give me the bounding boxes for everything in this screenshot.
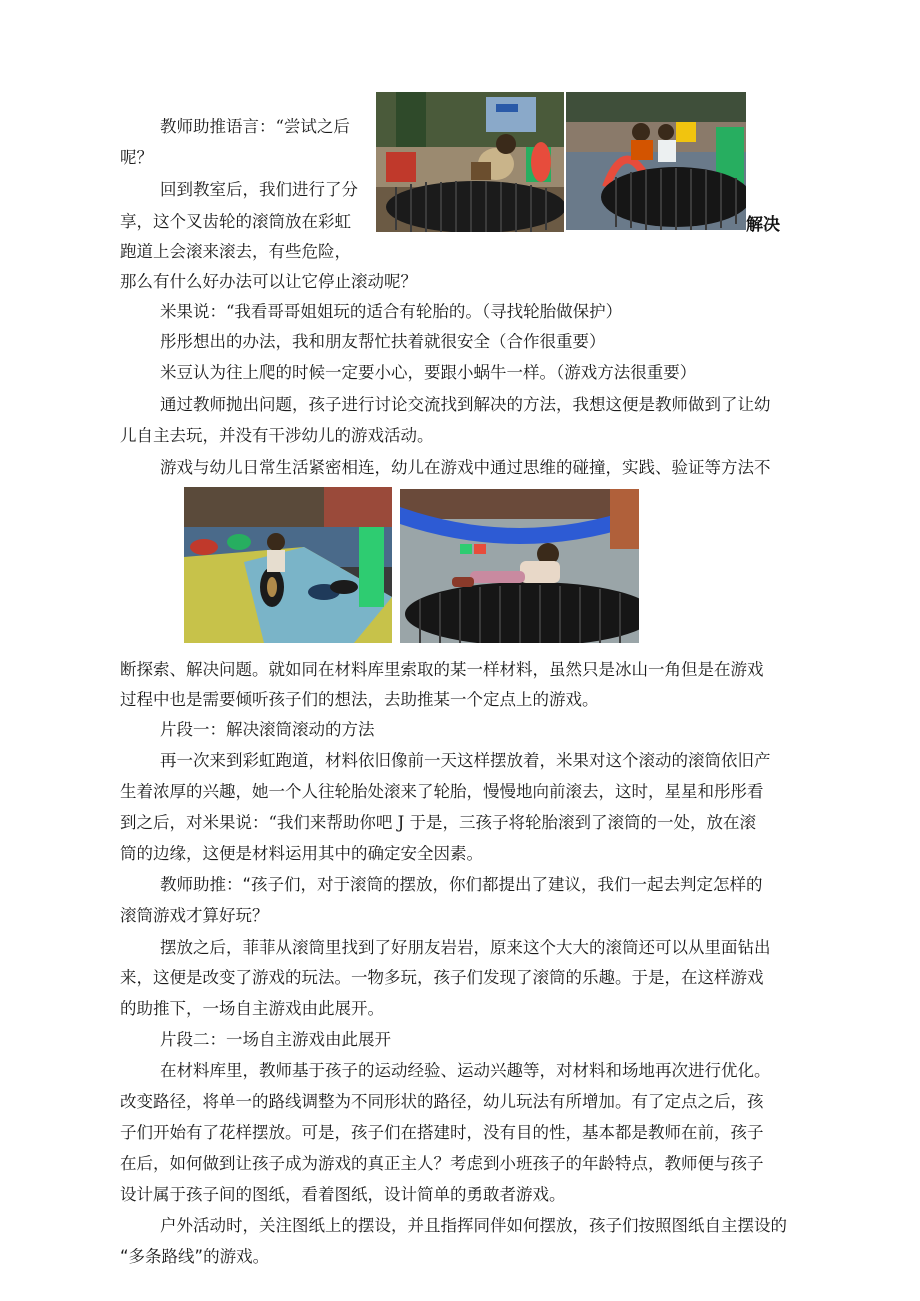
text-line: 户外活动时，关注图纸上的摆设，并且指挥同伴如何摆放，孩子们按照图纸自主摆设的: [160, 1216, 787, 1235]
quote-line: 米豆认为往上爬的时候一定要小心，要跟小蜗牛一样。（游戏方法很重要）: [160, 363, 697, 382]
text-line: 游戏与幼儿日常生活紧密相连，幼儿在游戏中通过思维的碰撞，实践、验证等方法不: [160, 458, 771, 477]
text-line: “多条路线”的游戏。: [120, 1247, 270, 1266]
photo-two-children-tube: [566, 92, 746, 230]
text-line: 那么有什么好办法可以让它停止滚动呢？: [120, 272, 417, 291]
photo-child-crawling-tube: [376, 92, 564, 232]
text-line: 通过教师抛出问题，孩子进行讨论交流找到解决的方法，我想这便是教师做到了让幼: [160, 395, 771, 414]
quote-line: 米果说：“我看哥哥姐姐玩的适合有轮胎的。（寻找轮胎做保护）: [160, 302, 623, 321]
text-line: 享，这个叉齿轮的滚筒放在彩虹: [120, 212, 351, 231]
text-line: 改变路径，将单一的路线调整为不同形状的路径，幼儿玩法有所增加。有了定点之后，孩: [120, 1092, 764, 1111]
text-line: 再一次来到彩虹跑道，材料依旧像前一天这样摆放着，米果对这个滚动的滚筒依旧产: [160, 751, 771, 770]
quote-line: 彤彤想出的办法，我和朋友帮忙扶着就很安全（合作很重要）: [160, 332, 606, 351]
text-line: 断探索、解决问题。就如同在材料库里索取的某一样材料，虽然只是冰山一角但是在游戏: [120, 660, 764, 679]
text-line: 教师助推：“孩子们，对于滚筒的摆放，你们都提出了建议，我们一起去判定怎样的: [160, 875, 763, 894]
text-line: 在材料库里，教师基于孩子的运动经验、运动兴趣等，对材料和场地再次进行优化。: [160, 1061, 771, 1080]
photo-child-lying-tube: [400, 489, 639, 643]
text-line: 的助推下，一场自主游戏由此展开。: [120, 999, 384, 1018]
text-line: 呢？: [120, 148, 153, 167]
text-line: 滚筒游戏才算好玩？: [120, 906, 269, 925]
text-line: 子们开始有了花样摆放。可是，孩子们在搭建时，没有目的性，基本都是教师在前，孩子: [120, 1123, 764, 1142]
text-line: 在后，如何做到让孩子成为游戏的真正主人？考虑到小班孩子的年龄特点，教师便与孩子: [120, 1154, 764, 1173]
text-line: 过程中也是需要倾听孩子们的想法，去助推某一个定点上的游戏。: [120, 690, 599, 709]
text-line: 生着浓厚的兴趣，她一个人往轮胎处滚来了轮胎，慢慢地向前滚去，这时，星星和彤彤看: [120, 782, 764, 801]
text-line: 摆放之后，菲菲从滚筒里找到了好朋友岩岩，原来这个大大的滚筒还可以从里面钻出: [160, 938, 771, 957]
overlay-text: 解决: [746, 215, 780, 235]
text-line: 回到教室后，我们进行了分: [160, 180, 358, 199]
section-title: 片段二：一场自主游戏由此展开: [160, 1030, 391, 1049]
text-line: 来，这便是改变了游戏的玩法。一物多玩，孩子们发现了滚筒的乐趣。于是，在这样游戏: [120, 968, 764, 987]
text-line: 跑道上会滚来滚去，有些危险，: [120, 242, 351, 261]
text-line: 设计属于孩子间的图纸，看着图纸，设计简单的勇敢者游戏。: [120, 1185, 566, 1204]
text-line: 教师助推语言：“尝试之后: [160, 117, 350, 136]
section-title: 片段一：解决滚筒滚动的方法: [160, 720, 375, 739]
text-line: 儿自主去玩，并没有干涉幼儿的游戏活动。: [120, 426, 434, 445]
photo-child-with-tire: [184, 487, 392, 643]
text-line: 筒的边缘，这便是材料运用其中的确定安全因素。: [120, 844, 483, 863]
text-line: 到之后，对米果说：“我们来帮助你吧 J 于是，三孩子将轮胎滚到了滚筒的一处，放在滚: [120, 813, 757, 832]
